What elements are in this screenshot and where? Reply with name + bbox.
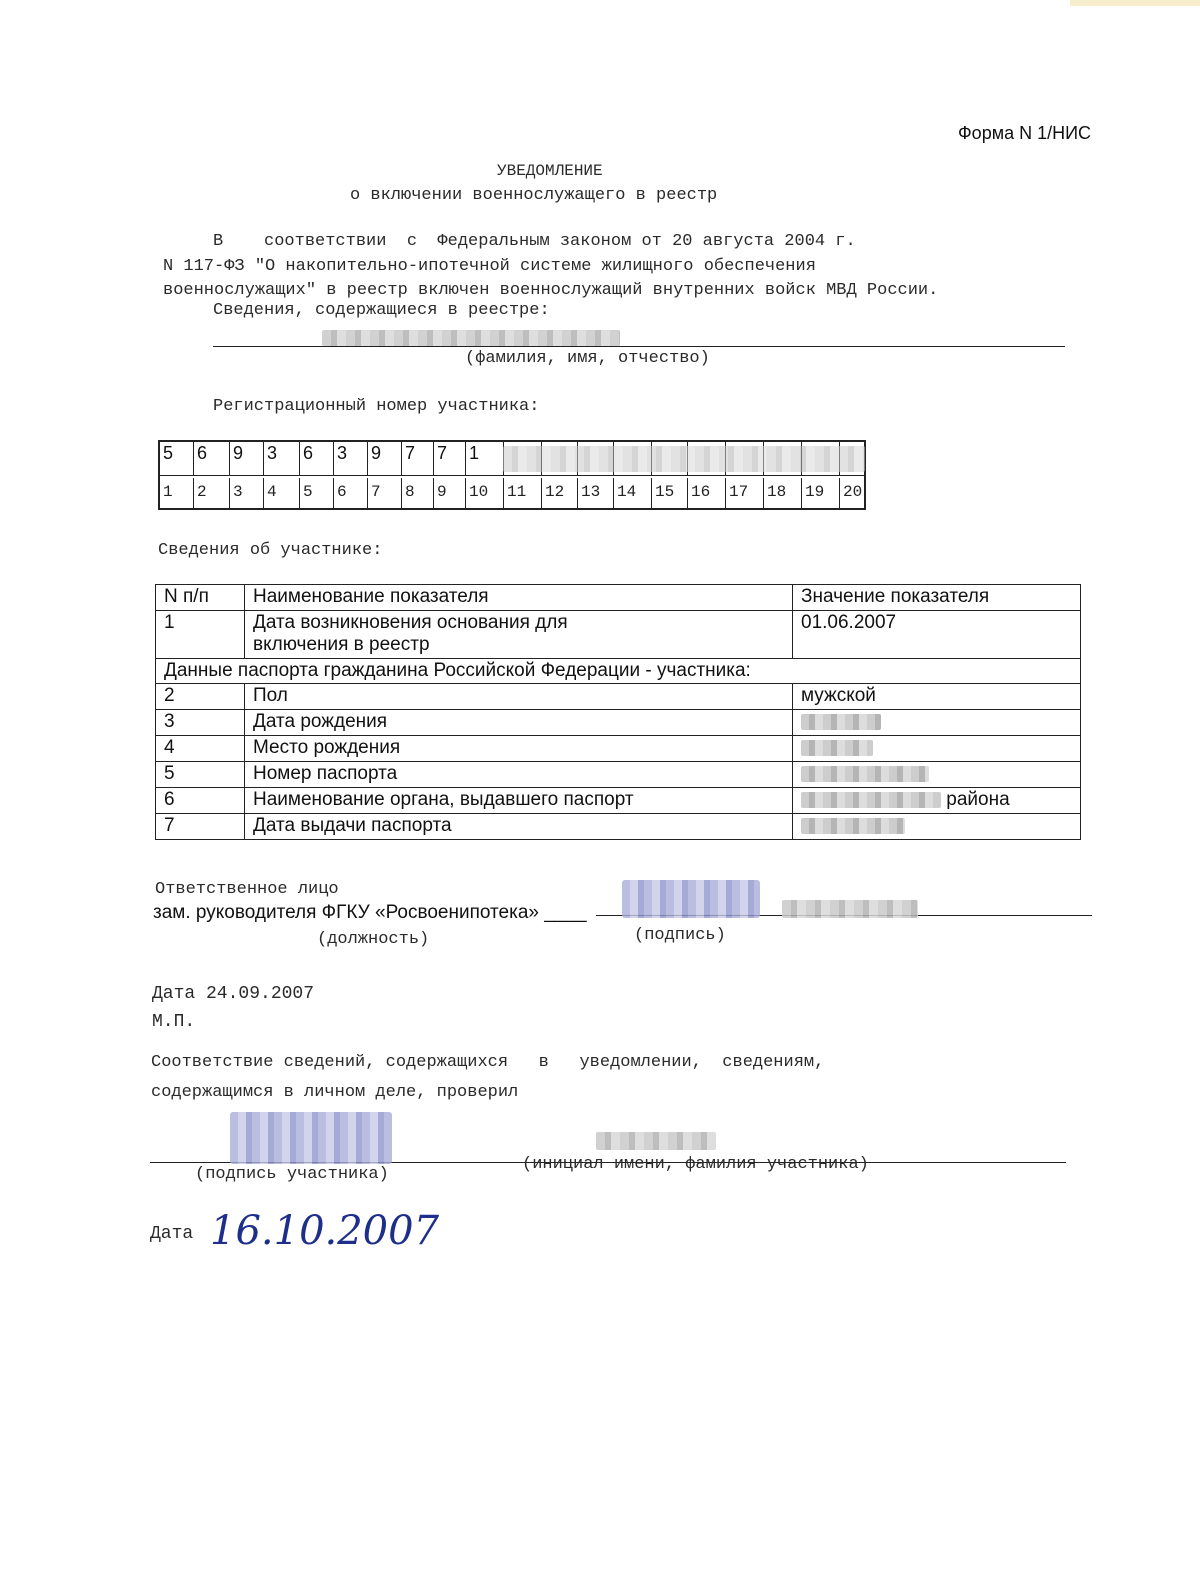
reg-index-cell: 20 [843,483,863,501]
participant-name-caption: (инициал имени, фамилия участника) [522,1155,869,1174]
row-num: 6 [156,788,245,814]
final-date-label: Дата [150,1224,194,1244]
table-row [156,762,1081,788]
reg-digit-cell: 7 [434,442,466,475]
header-value: Значение показателя [793,585,1081,611]
reg-number-label: Регистрационный номер участника: [213,397,540,416]
reg-digit-cell: 7 [402,442,434,475]
redacted-official-name [782,900,918,918]
row-name: Дата выдачи паспорта [245,814,793,840]
reg-index-cell: 10 [466,478,504,508]
redacted-full-name [322,330,620,346]
reg-index-cell: 15 [652,478,688,508]
reg-digit-cell: 6 [300,442,334,475]
row-name-line-2: включения в реестр [253,634,430,655]
redacted-passport-number [801,766,929,782]
table-row [156,611,1081,659]
document-title: УВЕДОМЛЕНИЕ [497,162,603,180]
issuing-authority-suffix: района [946,789,1010,810]
responsible-person-label: Ответственное лицо [155,880,339,899]
redacted-issue-date [801,818,905,834]
verification-line-1: Соответствие сведений, содержащихся в уведомлении, сведениям, [151,1053,825,1072]
participant-info-label: Сведения об участнике: [158,541,383,560]
row-name [245,611,793,659]
stamp-mark: М.П. [152,1012,196,1032]
reg-digit-cell: 9 [368,442,402,475]
name-caption: (фамилия, имя, отчество) [465,349,710,368]
form-number: Форма N 1/НИС [958,123,1092,143]
row-name: Дата рождения [245,710,793,736]
issue-date: Дата 24.09.2007 [152,984,315,1004]
reg-index-cell: 12 [542,478,578,508]
row-name-line-1: Дата возникновения основания для [253,612,568,633]
row-num: 3 [156,710,245,736]
reg-index-cell: 4 [264,478,300,508]
reg-index-cell: 17 [726,478,764,508]
reg-index-cell: 1 [160,478,194,508]
redacted-reg-digits [503,446,865,472]
registry-info-label: Сведения, содержащиеся в реестре: [213,301,550,320]
reg-index-cell: 2 [194,478,230,508]
redacted-participant-signature [230,1112,392,1164]
name-line [213,346,1065,347]
table-row [156,814,1081,840]
reg-index-cell: 6 [334,478,368,508]
reg-index-cell: 19 [802,478,840,508]
reg-index-cell: 5 [300,478,334,508]
reg-index-cell: 11 [504,478,542,508]
row-num: 7 [156,814,245,840]
reg-digit-cell: 5 [160,442,194,475]
reg-index-cell: 18 [764,478,802,508]
header-num: N п/п [156,585,245,611]
row-name: Номер паспорта [245,762,793,788]
redacted-signature [622,880,760,918]
participant-info-table [155,584,1081,840]
row-value [793,788,1081,814]
reg-index-cell: 14 [614,478,652,508]
paragraph-line-2: N 117-ФЗ "О накопительно-ипотечной системе жилищного обеспечения [163,257,816,276]
reg-digit-cell: 9 [230,442,264,475]
reg-index-cell: 9 [434,478,466,508]
reg-index-cell: 16 [688,478,726,508]
scan-edge-mark [1070,0,1200,6]
header-name: Наименование показателя [245,585,793,611]
row-value [793,762,1081,788]
paragraph-line-3: военнослужащих" в реестр включен военнослужащий внутренних войск МВД России. [163,281,939,300]
reg-index-cell: 8 [402,478,434,508]
row-name: Наименование органа, выдавшего паспорт [245,788,793,814]
reg-index-cell: 13 [578,478,614,508]
row-value [793,710,1081,736]
row-num: 2 [156,684,245,710]
reg-digit-cell: 3 [334,442,368,475]
row-value [793,814,1081,840]
row-value [793,736,1081,762]
document-subtitle: о включении военнослужащего в реестр [350,186,718,205]
redacted-issuing-authority [801,792,941,808]
table-row [156,788,1081,814]
row-num: 5 [156,762,245,788]
reg-index-cell: 3 [230,478,264,508]
grid-row-divider [160,475,864,476]
table-row [156,684,1081,710]
table-row [156,736,1081,762]
registration-number-grid [158,440,866,510]
row-value: 01.06.2007 [793,611,1081,659]
reg-digit-cell: 1 [466,442,504,475]
redacted-birth-place [801,740,873,756]
passport-section-header: Данные паспорта гражданина Российской Федерации - участника: [156,659,1081,684]
row-name: Место рождения [245,736,793,762]
position-caption: (должность) [317,930,430,949]
redacted-birth-date [801,714,881,730]
reg-index-cell: 7 [368,478,402,508]
signature-caption: (подпись) [634,926,726,945]
row-num: 4 [156,736,245,762]
participant-signature-caption: (подпись участника) [195,1165,389,1184]
reg-digit-cell: 6 [194,442,230,475]
row-name: Пол [245,684,793,710]
handwritten-date: 16.10.2007 [210,1208,440,1254]
table-header-row [156,585,1081,611]
verification-line-2: содержащимся в личном деле, проверил [151,1083,519,1102]
row-value: мужской [793,684,1081,710]
passport-section-row [156,659,1081,684]
table-row [156,710,1081,736]
paragraph-line-1: В соответствии с Федеральным законом от 20 августа 2004 г. [213,232,856,251]
redacted-participant-name [596,1132,716,1150]
row-num: 1 [156,611,245,659]
responsible-position: зам. руководителя ФГКУ «Росвоенипотека» ____ [153,902,587,923]
reg-digit-cell: 3 [264,442,300,475]
